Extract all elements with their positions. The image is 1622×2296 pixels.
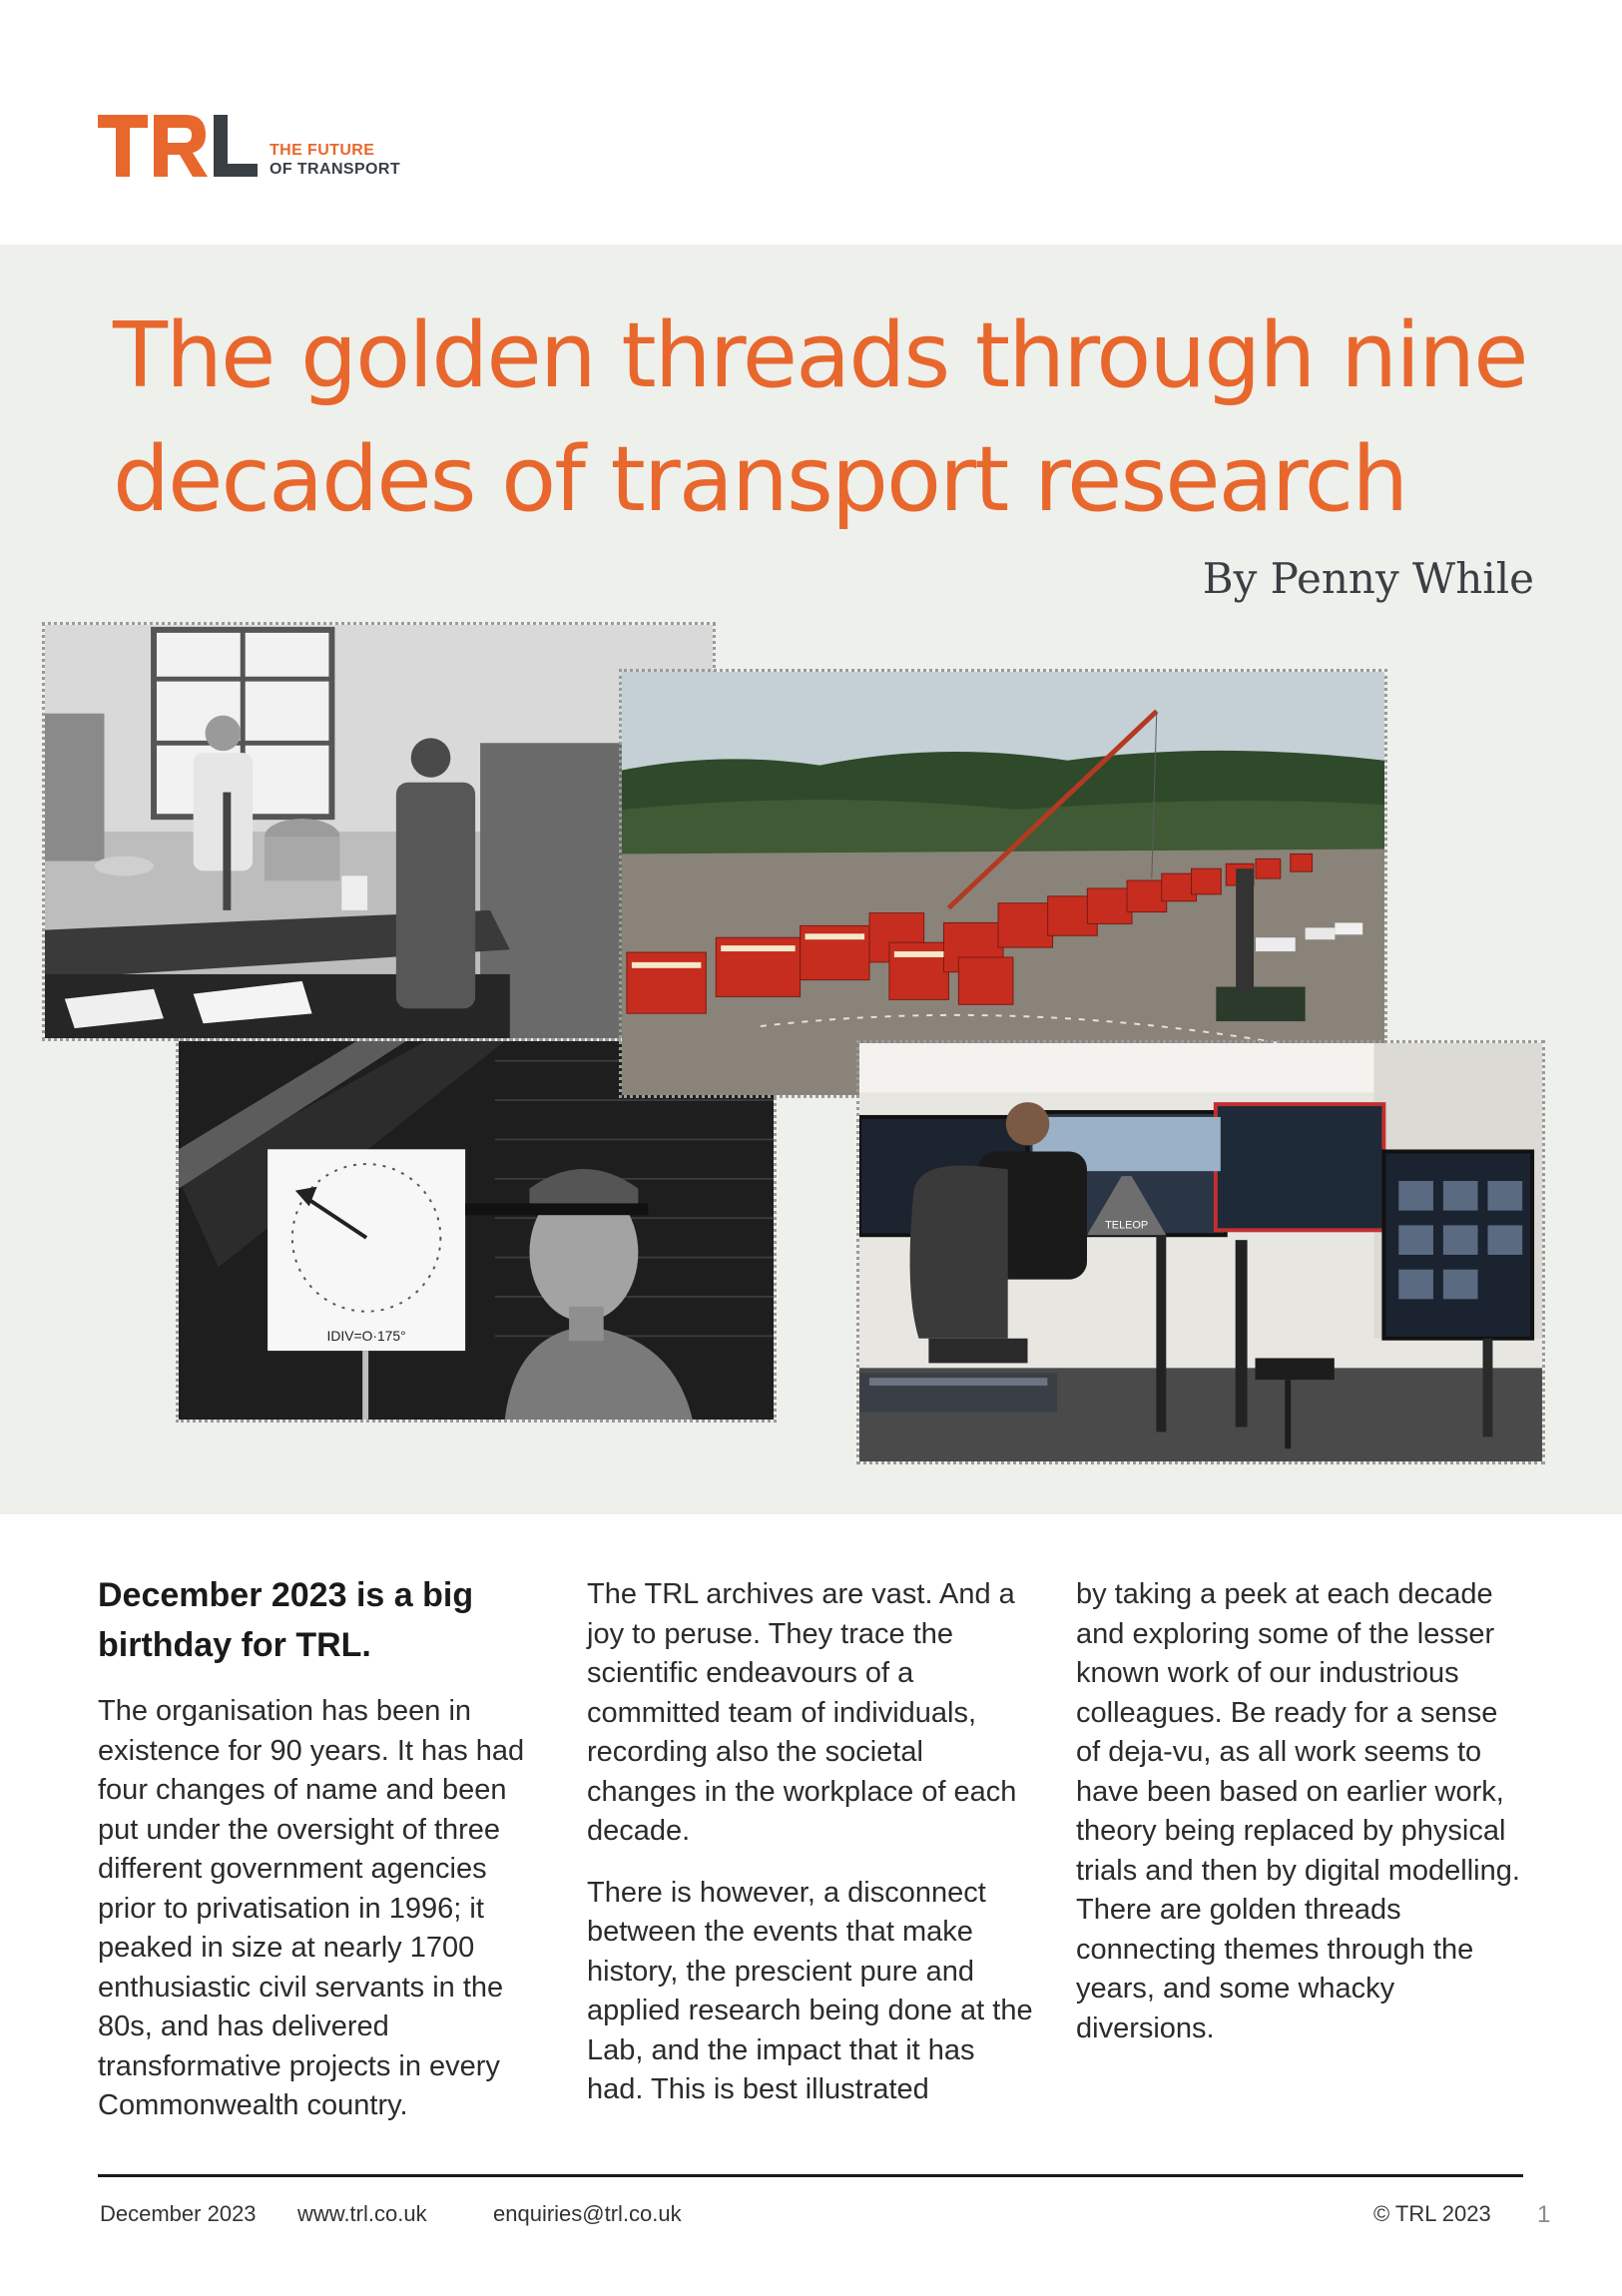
article-byline: By Penny While (1202, 554, 1534, 603)
dial-text: IDIV=O·175° (326, 1328, 406, 1345)
title-line1: The golden threads through nine (113, 303, 1527, 408)
column-1 (98, 1570, 547, 2148)
lead-paragraph: December 2023 is a big birthday for TRL. (98, 1576, 474, 1664)
column-2 (587, 1575, 1036, 2132)
tagline-line2: OF TRANSPORT (270, 161, 401, 178)
column-2-paragraph-1: The TRL archives are vast. And a joy to peruse. They trace the scientific endeavours of a committed team of individuals, recording also the societal changes in the workplace of each decade. (587, 1578, 1017, 1847)
column-2-paragraph-2: There is however, a disconnect between the events that make history, the prescient pure and applied research being done at the Lab, and the impact that it has had. This is best illustrated (587, 1876, 1033, 2105)
lab-photo (42, 622, 716, 1041)
trl-logo[interactable] (98, 115, 417, 177)
logo-tagline (270, 141, 400, 179)
column-1-paragraph: The organisation has been in existence for 90 years. It has had four changes of name and been put under the oversight of three different government agencies prior to privatisation in 1996; it peaked in size at nearly 1700 enthusiastic civil servants in the 80s, and has delivered transformative projects in every Commonwealth country. (98, 1695, 525, 2121)
footer-website-link[interactable]: www.trl.co.uk (297, 2201, 427, 2226)
footer-date: December 2023 (100, 2201, 257, 2226)
tagline-line1: THE FUTURE (270, 142, 375, 159)
article-title (113, 294, 1530, 542)
title-line2: decades of transport research (113, 427, 1407, 532)
footer-rule (98, 2174, 1523, 2177)
column-3-paragraph: by taking a peek at each decade and exploring some of the lesser known work of our industrious colleagues. Be ready for a sense of deja-vu, as all work seems to have been based on earlier work, theory being replaced by physical trials and then by digital modelling. There are golden threads connecting themes through the years, and some whacky diversions. (1076, 1578, 1520, 2044)
footer-copyright: © TRL 2023 (1373, 2201, 1491, 2226)
screen-text: TELEOP (1105, 1219, 1149, 1232)
simulator-photo (856, 1040, 1545, 1464)
footer-email-link[interactable]: enquiries@trl.co.uk (493, 2201, 682, 2226)
trl-logo-icon (98, 115, 258, 177)
bus-photo (619, 669, 1387, 1098)
column-3 (1076, 1575, 1525, 2070)
page-number: 1 (1537, 2201, 1551, 2228)
